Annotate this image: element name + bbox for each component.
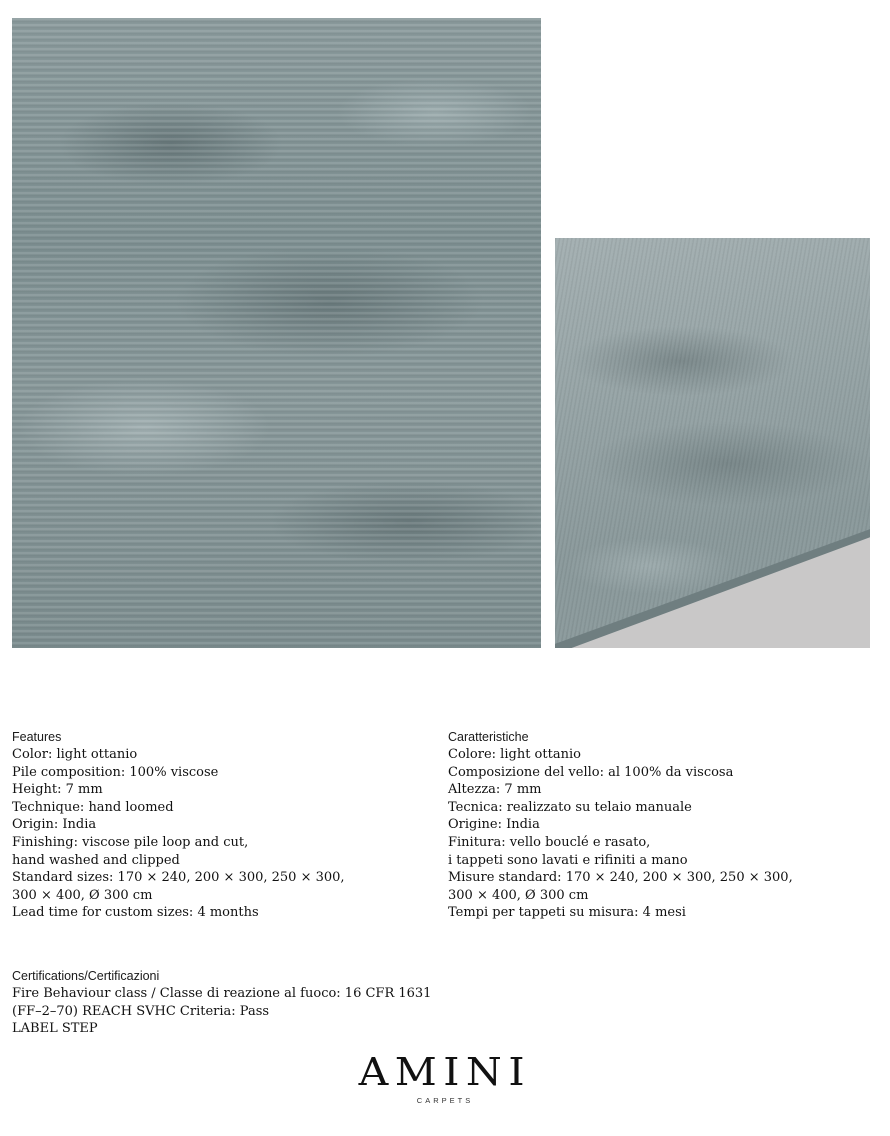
feature-line: 300 × 400, Ø 300 cm (12, 887, 153, 903)
certifications (12, 968, 612, 1038)
feature-line: Composizione del vello: al 100% da viscosa (448, 764, 734, 780)
feature-line: Standard sizes: 170 × 240, 200 × 300, 250 × 300, (12, 870, 345, 886)
feature-line: Altezza: 7 mm (448, 782, 542, 798)
feature-line: Technique: hand loomed (12, 799, 174, 815)
caratteristiche-heading: Caratteristiche (448, 730, 529, 744)
feature-line: hand washed and clipped (12, 852, 180, 868)
certifications-heading: Certifications/Certificazioni (12, 969, 160, 983)
feature-line: Color: light ottanio (12, 747, 138, 762)
feature-line: Tempi per tappeti su misura: 4 mesi (448, 905, 686, 921)
feature-line: Pile composition: 100% viscose (12, 764, 219, 780)
features-english (12, 729, 432, 922)
feature-line: Finitura: vello bouclé e rasato, (448, 834, 651, 850)
feature-line: Height: 7 mm (12, 782, 103, 798)
logo-tagline: CARPETS (416, 1096, 474, 1105)
feature-line: Lead time for custom sizes: 4 months (12, 905, 259, 921)
rug-photo-detail (555, 238, 870, 648)
feature-line: Colore: light ottanio (448, 747, 581, 762)
certification-line: LABEL STEP (12, 1021, 98, 1037)
logo-wordmark: AMINI (358, 1050, 532, 1094)
feature-line: i tappeti sono lavati e rifiniti a mano (448, 852, 688, 868)
features-heading: Features (12, 730, 62, 744)
feature-line: Tecnica: realizzato su telaio manuale (448, 799, 692, 815)
brand-logo (0, 1050, 890, 1105)
feature-line: Finishing: viscose pile loop and cut, (12, 834, 249, 850)
features-italian (448, 729, 868, 922)
certification-line: (FF–2–70) REACH SVHC Criteria: Pass (12, 1003, 270, 1019)
feature-line: 300 × 400, Ø 300 cm (448, 887, 589, 903)
feature-line: Origine: India (448, 817, 540, 833)
feature-line: Origin: India (12, 817, 97, 833)
feature-line: Misure standard: 170 × 240, 200 × 300, 250 × 300, (448, 870, 793, 886)
certification-line: Fire Behaviour class / Classe di reazione al fuoco: 16 CFR 1631 (12, 986, 432, 1001)
rug-photo-full (12, 18, 541, 648)
